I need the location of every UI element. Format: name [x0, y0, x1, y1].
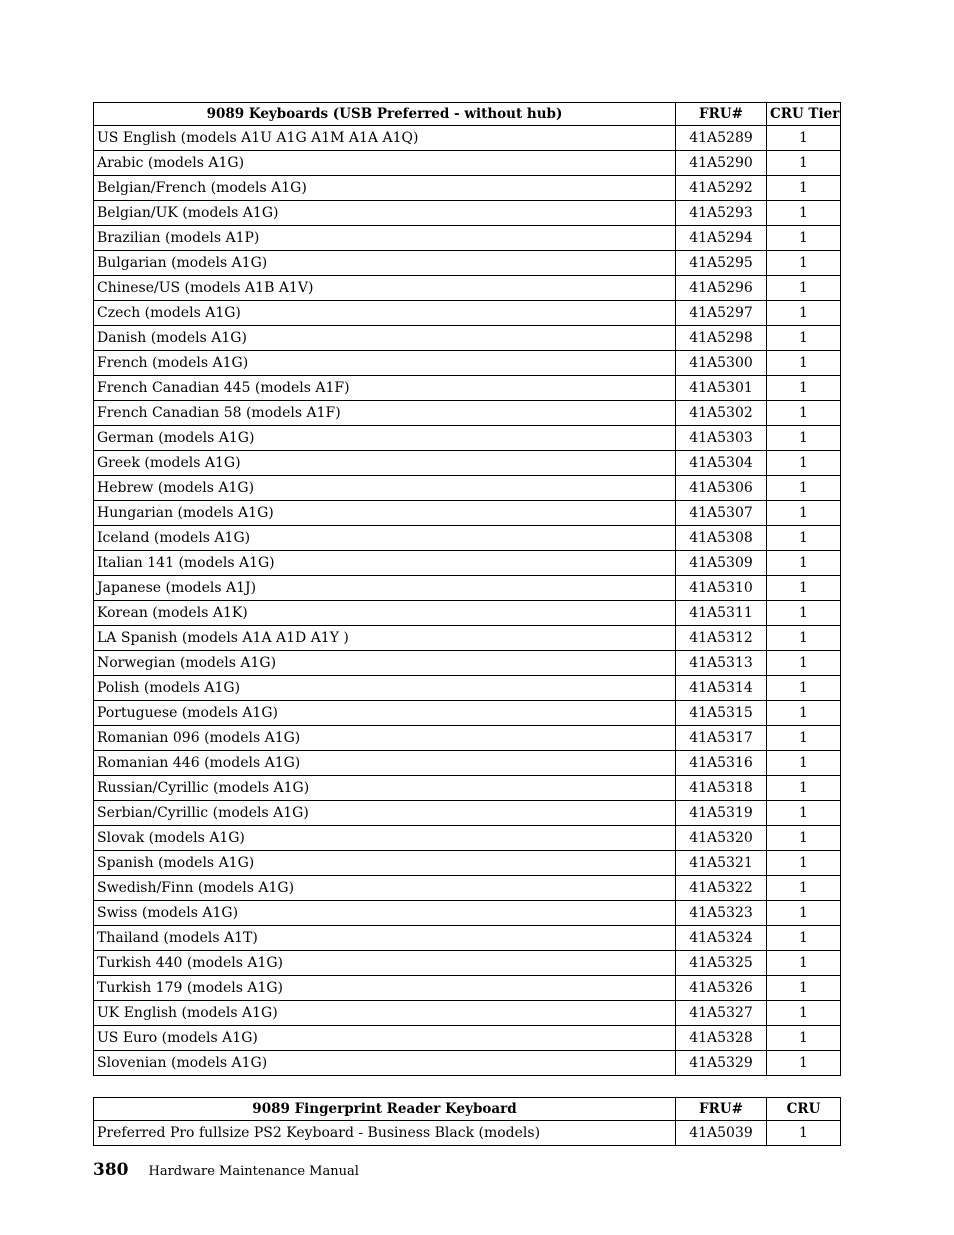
- fru-cell: 41A5292: [676, 176, 767, 201]
- table-row: [94, 451, 841, 476]
- cru-cell: 1: [767, 626, 841, 651]
- cru-cell: 1: [767, 926, 841, 951]
- cru-cell: 1: [767, 1001, 841, 1026]
- fru-cell: 41A5325: [676, 951, 767, 976]
- description-cell: Spanish (models A1G): [94, 851, 676, 876]
- description-cell: French (models A1G): [94, 351, 676, 376]
- fru-cell: 41A5289: [676, 126, 767, 151]
- manual-title: Hardware Maintenance Manual: [148, 1164, 359, 1179]
- cru-cell: 1: [767, 601, 841, 626]
- cru-cell: 1: [767, 726, 841, 751]
- table-row: [94, 301, 841, 326]
- cru-cell: 1: [767, 176, 841, 201]
- table-row: [94, 476, 841, 501]
- cru-cell: 1: [767, 276, 841, 301]
- fru-cell: 41A5329: [676, 1051, 767, 1076]
- fru-cell: 41A5293: [676, 201, 767, 226]
- fru-cell: 41A5327: [676, 1001, 767, 1026]
- column-header-description: 9089 Keyboards (USB Preferred - without hub): [94, 103, 676, 126]
- table-row: [94, 726, 841, 751]
- table-row: [94, 126, 841, 151]
- table-header-row: [94, 1098, 841, 1121]
- cru-cell: 1: [767, 201, 841, 226]
- fru-cell: 41A5297: [676, 301, 767, 326]
- cru-cell: 1: [767, 951, 841, 976]
- description-cell: Slovak (models A1G): [94, 826, 676, 851]
- description-cell: Russian/Cyrillic (models A1G): [94, 776, 676, 801]
- description-cell: Italian 141 (models A1G): [94, 551, 676, 576]
- fru-cell: 41A5307: [676, 501, 767, 526]
- description-cell: Belgian/French (models A1G): [94, 176, 676, 201]
- fru-cell: 41A5295: [676, 251, 767, 276]
- cru-cell: 1: [767, 751, 841, 776]
- table-row: [94, 876, 841, 901]
- description-cell: Swiss (models A1G): [94, 901, 676, 926]
- cru-cell: 1: [767, 351, 841, 376]
- table-row: [94, 601, 841, 626]
- table-row: [94, 376, 841, 401]
- cru-cell: 1: [767, 526, 841, 551]
- table-row: [94, 176, 841, 201]
- cru-cell: 1: [767, 576, 841, 601]
- cru-cell: 1: [767, 976, 841, 1001]
- table-body: [94, 126, 841, 1076]
- description-cell: Czech (models A1G): [94, 301, 676, 326]
- description-cell: Polish (models A1G): [94, 676, 676, 701]
- description-cell: LA Spanish (models A1A A1D A1Y ): [94, 626, 676, 651]
- fru-cell: 41A5323: [676, 901, 767, 926]
- table-row: [94, 976, 841, 1001]
- description-cell: Turkish 440 (models A1G): [94, 951, 676, 976]
- table-row: [94, 501, 841, 526]
- cru-cell: 1: [767, 701, 841, 726]
- description-cell: Korean (models A1K): [94, 601, 676, 626]
- cru-cell: 1: [767, 401, 841, 426]
- table-row: [94, 676, 841, 701]
- table-row: [94, 226, 841, 251]
- description-cell: Greek (models A1G): [94, 451, 676, 476]
- table-row: [94, 701, 841, 726]
- cru-cell: 1: [767, 251, 841, 276]
- table-row: [94, 426, 841, 451]
- fru-cell: 41A5317: [676, 726, 767, 751]
- table-row: [94, 401, 841, 426]
- cru-cell: 1: [767, 226, 841, 251]
- fru-cell: 41A5306: [676, 476, 767, 501]
- table-body: [94, 1121, 841, 1146]
- column-header-cru-tier: CRU Tier: [767, 103, 841, 126]
- table-row: [94, 1001, 841, 1026]
- fru-cell: 41A5313: [676, 651, 767, 676]
- fru-cell: 41A5310: [676, 576, 767, 601]
- cru-cell: 1: [767, 1121, 841, 1146]
- fru-cell: 41A5322: [676, 876, 767, 901]
- description-cell: Turkish 179 (models A1G): [94, 976, 676, 1001]
- cru-cell: 1: [767, 126, 841, 151]
- fru-cell: 41A5296: [676, 276, 767, 301]
- page-number: 380: [93, 1160, 129, 1180]
- cru-cell: 1: [767, 426, 841, 451]
- description-cell: Romanian 446 (models A1G): [94, 751, 676, 776]
- cru-cell: 1: [767, 651, 841, 676]
- description-cell: Brazilian (models A1P): [94, 226, 676, 251]
- description-cell: Chinese/US (models A1B A1V): [94, 276, 676, 301]
- fru-cell: 41A5311: [676, 601, 767, 626]
- description-cell: Belgian/UK (models A1G): [94, 201, 676, 226]
- description-cell: Hebrew (models A1G): [94, 476, 676, 501]
- fru-cell: 41A5320: [676, 826, 767, 851]
- description-cell: UK English (models A1G): [94, 1001, 676, 1026]
- column-header-description: 9089 Fingerprint Reader Keyboard: [94, 1098, 676, 1121]
- fru-cell: 41A5314: [676, 676, 767, 701]
- description-cell: Norwegian (models A1G): [94, 651, 676, 676]
- cru-cell: 1: [767, 301, 841, 326]
- description-cell: Bulgarian (models A1G): [94, 251, 676, 276]
- description-cell: Japanese (models A1J): [94, 576, 676, 601]
- cru-cell: 1: [767, 801, 841, 826]
- keyboards-usb-table: [93, 102, 841, 1076]
- fru-cell: 41A5309: [676, 551, 767, 576]
- table-row: [94, 926, 841, 951]
- fru-cell: 41A5315: [676, 701, 767, 726]
- fru-cell: 41A5304: [676, 451, 767, 476]
- table-row: [94, 551, 841, 576]
- fru-cell: 41A5321: [676, 851, 767, 876]
- table-row: [94, 351, 841, 376]
- cru-cell: 1: [767, 676, 841, 701]
- fru-cell: 41A5316: [676, 751, 767, 776]
- table-row: [94, 151, 841, 176]
- table-row: [94, 1121, 841, 1146]
- cru-cell: 1: [767, 151, 841, 176]
- page-footer: [93, 1160, 359, 1180]
- fru-cell: 41A5302: [676, 401, 767, 426]
- fru-cell: 41A5300: [676, 351, 767, 376]
- cru-cell: 1: [767, 551, 841, 576]
- cru-cell: 1: [767, 826, 841, 851]
- table-row: [94, 851, 841, 876]
- fru-cell: 41A5039: [676, 1121, 767, 1146]
- cru-cell: 1: [767, 901, 841, 926]
- description-cell: Preferred Pro fullsize PS2 Keyboard - Business Black (models): [94, 1121, 676, 1146]
- description-cell: French Canadian 58 (models A1F): [94, 401, 676, 426]
- cru-cell: 1: [767, 776, 841, 801]
- fru-cell: 41A5308: [676, 526, 767, 551]
- table-row: [94, 326, 841, 351]
- description-cell: Thailand (models A1T): [94, 926, 676, 951]
- table-row: [94, 1051, 841, 1076]
- column-header-cru: CRU: [767, 1098, 841, 1121]
- description-cell: US English (models A1U A1G A1M A1A A1Q): [94, 126, 676, 151]
- fru-cell: 41A5326: [676, 976, 767, 1001]
- column-header-fru: FRU#: [676, 1098, 767, 1121]
- table-row: [94, 901, 841, 926]
- table-row: [94, 776, 841, 801]
- description-cell: Romanian 096 (models A1G): [94, 726, 676, 751]
- cru-cell: 1: [767, 501, 841, 526]
- table-row: [94, 576, 841, 601]
- fru-cell: 41A5312: [676, 626, 767, 651]
- description-cell: Danish (models A1G): [94, 326, 676, 351]
- cru-cell: 1: [767, 1051, 841, 1076]
- description-cell: Iceland (models A1G): [94, 526, 676, 551]
- description-cell: German (models A1G): [94, 426, 676, 451]
- fru-cell: 41A5298: [676, 326, 767, 351]
- cru-cell: 1: [767, 326, 841, 351]
- cru-cell: 1: [767, 851, 841, 876]
- table-row: [94, 251, 841, 276]
- fru-cell: 41A5301: [676, 376, 767, 401]
- description-cell: French Canadian 445 (models A1F): [94, 376, 676, 401]
- fru-cell: 41A5303: [676, 426, 767, 451]
- table-row: [94, 826, 841, 851]
- fru-cell: 41A5290: [676, 151, 767, 176]
- table-row: [94, 1026, 841, 1051]
- fingerprint-keyboard-table: [93, 1097, 841, 1146]
- description-cell: Serbian/Cyrillic (models A1G): [94, 801, 676, 826]
- table-row: [94, 951, 841, 976]
- table-row: [94, 651, 841, 676]
- table-row: [94, 626, 841, 651]
- description-cell: Swedish/Finn (models A1G): [94, 876, 676, 901]
- fru-cell: 41A5294: [676, 226, 767, 251]
- fru-cell: 41A5324: [676, 926, 767, 951]
- table-row: [94, 751, 841, 776]
- fru-cell: 41A5319: [676, 801, 767, 826]
- cru-cell: 1: [767, 476, 841, 501]
- cru-cell: 1: [767, 451, 841, 476]
- table-row: [94, 201, 841, 226]
- description-cell: Hungarian (models A1G): [94, 501, 676, 526]
- cru-cell: 1: [767, 1026, 841, 1051]
- fru-cell: 41A5318: [676, 776, 767, 801]
- description-cell: Arabic (models A1G): [94, 151, 676, 176]
- cru-cell: 1: [767, 376, 841, 401]
- table-row: [94, 801, 841, 826]
- table-header-row: [94, 103, 841, 126]
- description-cell: Portuguese (models A1G): [94, 701, 676, 726]
- description-cell: US Euro (models A1G): [94, 1026, 676, 1051]
- cru-cell: 1: [767, 876, 841, 901]
- column-header-fru: FRU#: [676, 103, 767, 126]
- table-row: [94, 526, 841, 551]
- fru-cell: 41A5328: [676, 1026, 767, 1051]
- description-cell: Slovenian (models A1G): [94, 1051, 676, 1076]
- table-row: [94, 276, 841, 301]
